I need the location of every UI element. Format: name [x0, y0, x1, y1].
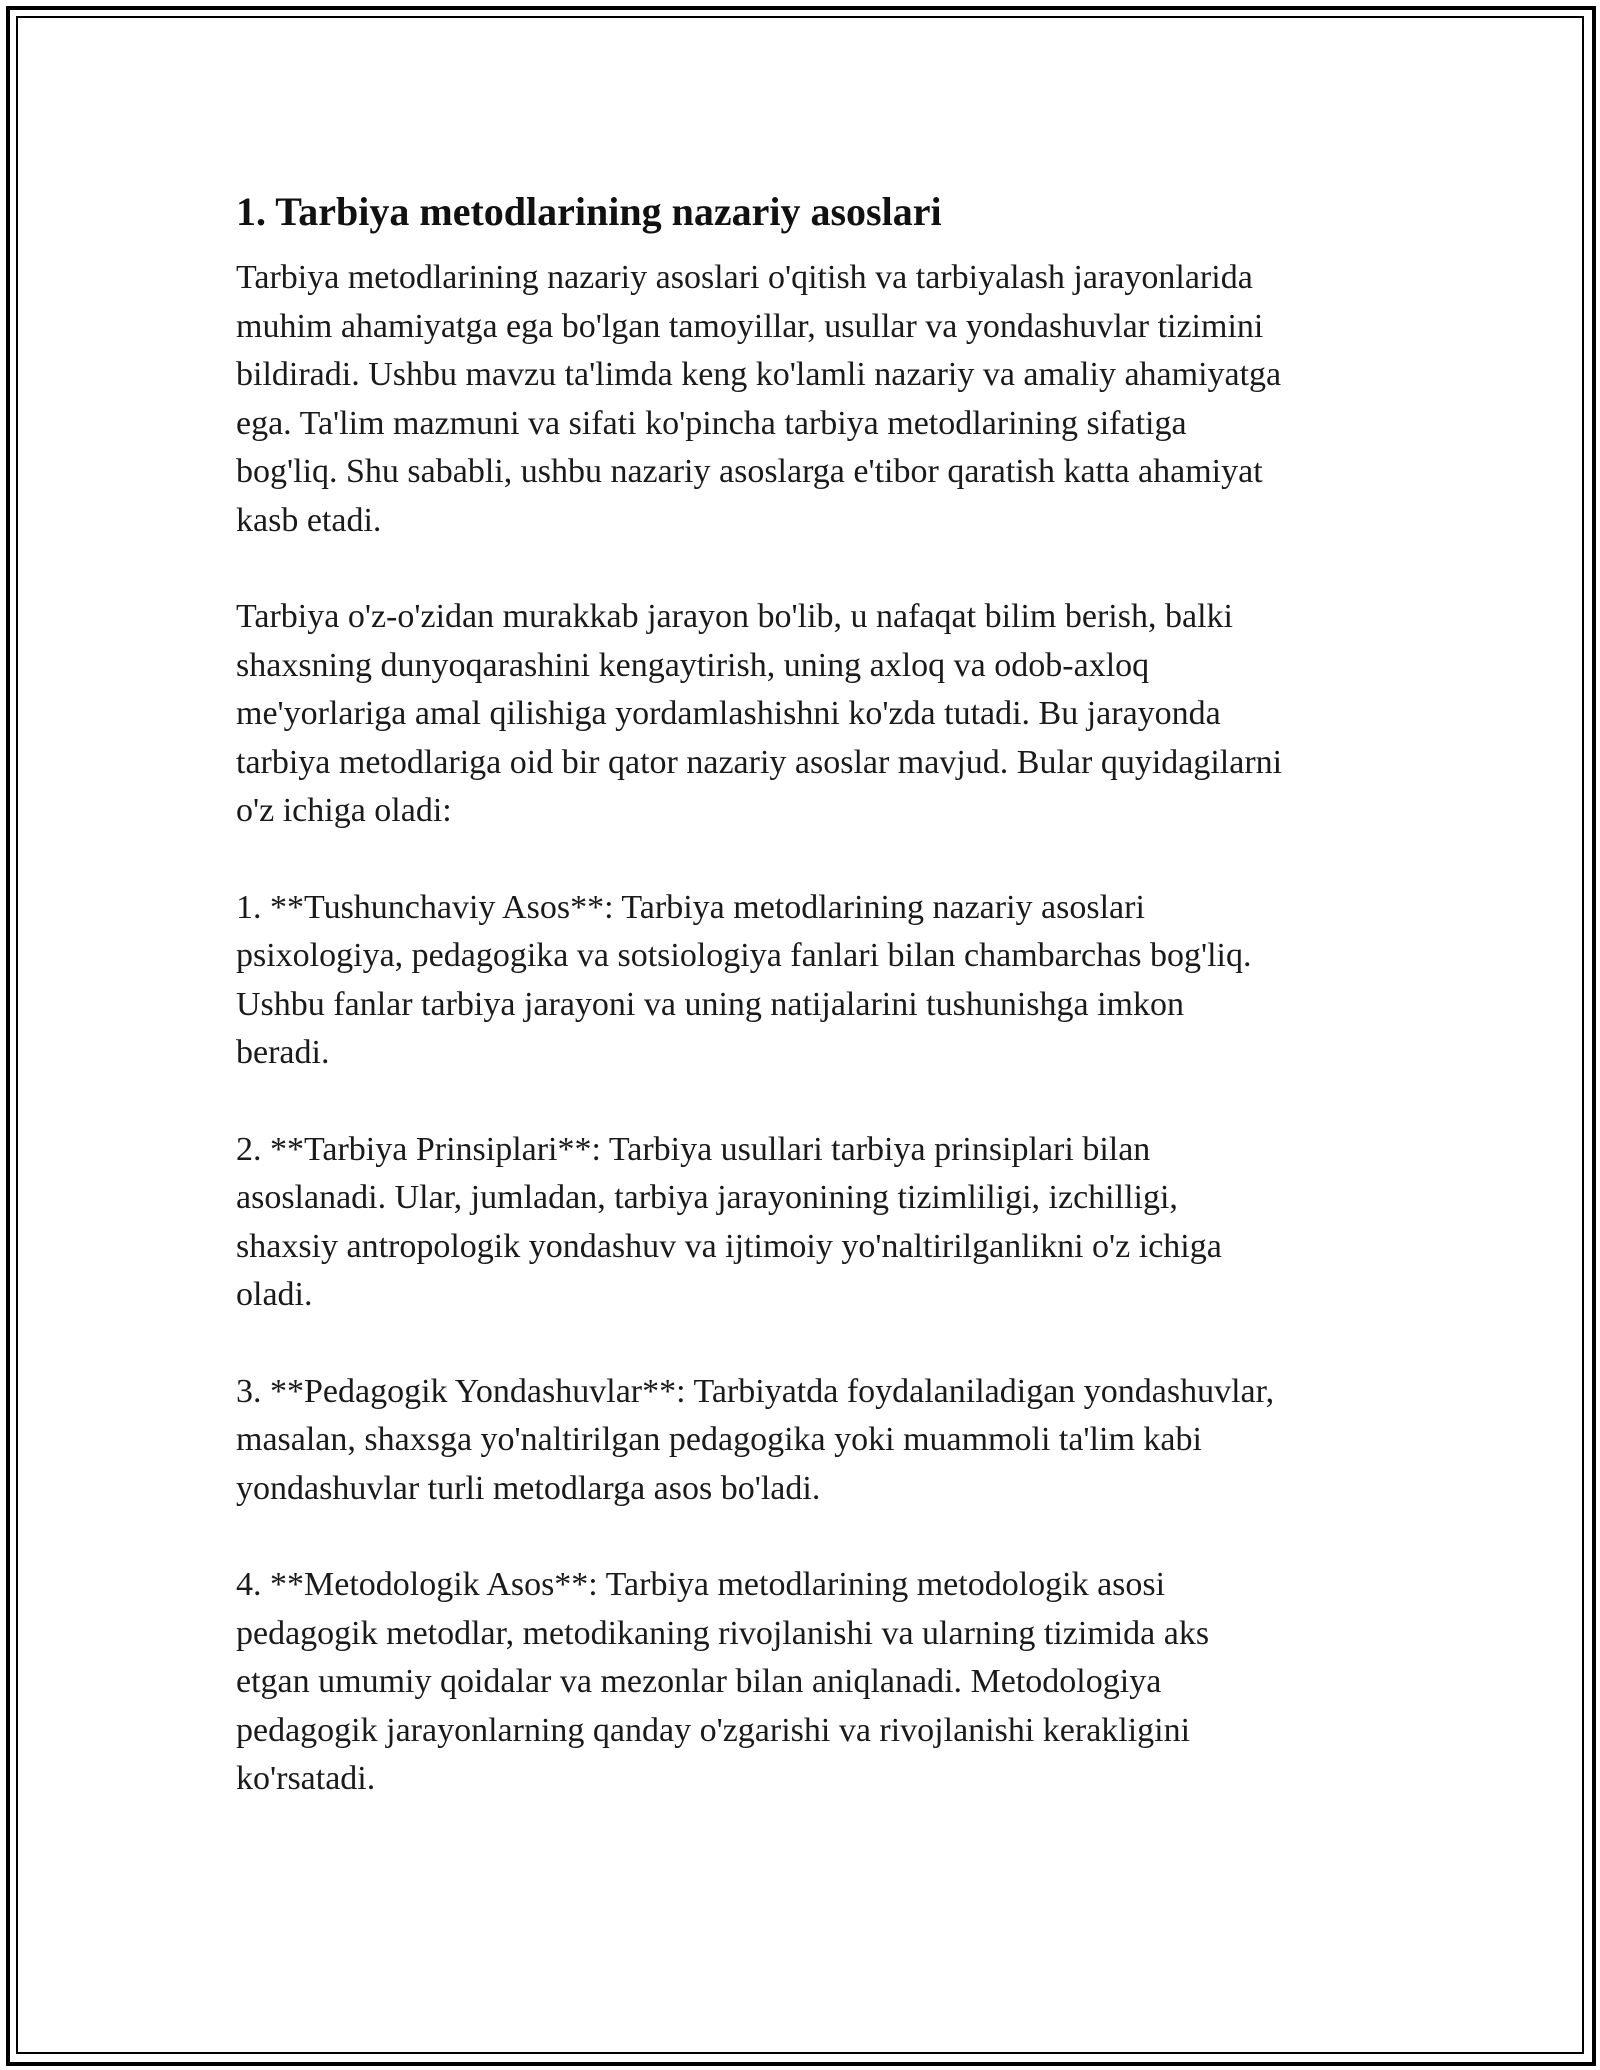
list-item-tarbiya-prinsiplari: 2. **Tarbiya Prinsiplari**: Tarbiya usullari tarbiya prinsiplari bilan asoslanadi. Ular, jumladan, tarbiya jarayonining tizimliligi, izchilligi, shaxsiy antropologik yondashuv va ijtimoiy yo'naltirilganlikni o'z ichiga oladi.: [236, 1130, 1222, 1313]
context-paragraph: Tarbiya o'z-o'zidan murakkab jarayon bo'lib, u nafaqat bilim berish, balki shaxsning dunyoqarashini kengaytirish, uning axloq va odob-axloq me'yorlariga amal qilishiga yordamlashishni ko'zda tutadi. Bu jarayonda tarbiya metodlariga oid bir qator nazariy asoslar mavjud. Bular quyidagilarni o'z ichiga oladi:: [236, 598, 1283, 829]
document-body: [236, 186, 1376, 1852]
intro-paragraph: Tarbiya metodlarining nazariy asoslari o'qitish va tarbiyalash jarayonlarida muhim ahamiyatga ega bo'lgan tamoyillar, usullar va yondashuvlar tizimini bildiradi. Ushbu mavzu ta'limda keng ko'lamli nazariy va amaliy ahamiyatga ega. Ta'lim mazmuni va sifati ko'pincha tarbiya metodlarining sifatiga bog'liq. Shu sababli, ushbu nazariy asoslarga e'tibor qaratish katta ahamiyat kasb etadi.: [236, 259, 1282, 539]
list-item-tushunchaviy-asos: 1. **Tushunchaviy Asos**: Tarbiya metodlarining nazariy asoslari psixologiya, pedagogika va sotsiologiya fanlari bilan chambarchas bog'liq. Ushbu fanlar tarbiya jarayoni va uning natijalarini tushunishga imkon beradi.: [236, 888, 1252, 1071]
list-item-pedagogik-yondashuvlar: 3. **Pedagogik Yondashuvlar**: Tarbiyatda foydalaniladigan yondashuvlar, masalan, shaxsga yo'naltirilgan pedagogika yoki muammoli ta'lim kabi yondashuvlar turli metodlarga asos bo'ladi.: [236, 1372, 1275, 1507]
section-heading: 1. Tarbiya metodlarining nazariy asoslari: [236, 189, 942, 234]
list-item-metodologik-asos: 4. **Metodologik Asos**: Tarbiya metodlarining metodologik asosi pedagogik metodlar, metodikaning rivojlanishi va ularning tizimida aks etgan umumiy qoidalar va mezonlar bilan aniqlanadi. Metodologiya pedagogik jarayonlarning qanday o'zgarishi va rivojlanishi kerakligini ko'rsatadi.: [236, 1566, 1210, 1797]
